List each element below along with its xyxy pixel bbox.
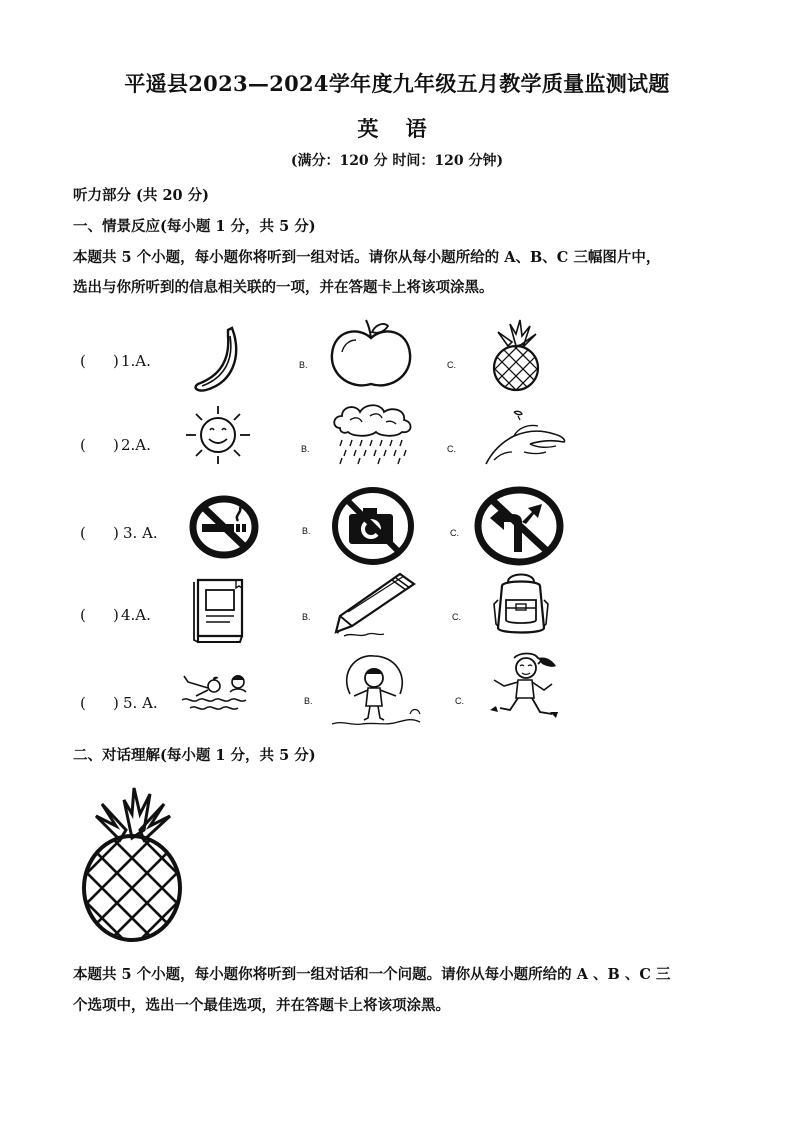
question-row-1 (0, 318, 794, 402)
option-b-label: B. (299, 360, 308, 370)
question-label: 2.A. (121, 436, 151, 454)
section2-instruction-2: 个选项中，选出一个最佳选项，并在答题卡上将该项涂黑。 (73, 997, 450, 1014)
option-b-label: B. (301, 444, 310, 454)
swimming-icon (180, 666, 252, 714)
question-row-2 (0, 402, 794, 486)
rain-cloud-icon (330, 402, 414, 466)
subject-title: 英 语 (357, 116, 437, 141)
option-b-label: B. (302, 526, 311, 536)
no-left-turn-icon (474, 486, 564, 566)
answer-paren-close: ) (113, 606, 119, 624)
question-row-4 (0, 570, 794, 654)
answer-paren-close: ) (113, 436, 119, 454)
option-b-label: B. (304, 696, 313, 706)
section1-instruction-1: 本题共 5 个小题，每小题你将听到一组对话。请你从每小题所给的 A、B、C 三幅图片中， (73, 249, 661, 266)
banana-icon (190, 326, 242, 394)
option-b-label: B. (302, 612, 311, 622)
option-c-label: C. (450, 528, 459, 538)
wind-icon (484, 408, 568, 466)
option-c-label: C. (455, 696, 464, 706)
section2-title: 二、对话理解(每小题 1 分，共 5 分) (73, 747, 316, 764)
section2-instruction-1: 本题共 5 个小题，每小题你将听到一组对话和一个问题。请你从每小题所给的 A 、B 、C 三 (73, 966, 671, 983)
pineapple-icon (488, 318, 544, 392)
exam-title: 平遥县2023—2024学年度九年级五月教学质量监测试题 (124, 71, 670, 96)
pencil-icon (330, 570, 420, 640)
answer-paren-open: ( (80, 352, 86, 370)
question-label: 4.A. (121, 606, 151, 624)
answer-paren-close: ) (113, 524, 119, 542)
jump-rope-icon (330, 654, 424, 728)
section1-instruction-2: 选出与你所听到的信息相关联的一项，并在答题卡上将该项涂黑。 (73, 279, 494, 296)
question-label: 5. A. (123, 694, 158, 712)
question-row-3 (0, 486, 794, 570)
apple-icon (328, 318, 414, 390)
answer-paren-open: ( (80, 606, 86, 624)
no-smoking-icon (188, 494, 260, 560)
option-c-label: C. (447, 444, 456, 454)
pineapple-icon (80, 786, 184, 944)
exam-meta: (满分：120 分 时间：120 分钟) (290, 153, 504, 169)
option-c-label: C. (452, 612, 461, 622)
running-icon (486, 650, 570, 726)
section1-title: 一、情景反应(每小题 1 分，共 5 分) (73, 218, 316, 235)
book-icon (190, 576, 250, 646)
listening-part-title: 听力部分 (共 20 分) (73, 187, 210, 204)
backpack-icon (492, 570, 550, 636)
question-row-5 (0, 654, 794, 738)
option-c-label: C. (447, 360, 456, 370)
answer-paren-open: ( (80, 436, 86, 454)
answer-paren-close: ) (113, 694, 119, 712)
no-photo-icon (331, 486, 415, 566)
question-label: 3. A. (123, 524, 158, 542)
answer-paren-open: ( (80, 694, 86, 712)
answer-paren-open: ( (80, 524, 86, 542)
question-label: 1.A. (121, 352, 151, 370)
answer-paren-close: ) (113, 352, 119, 370)
sun-icon (182, 404, 254, 466)
